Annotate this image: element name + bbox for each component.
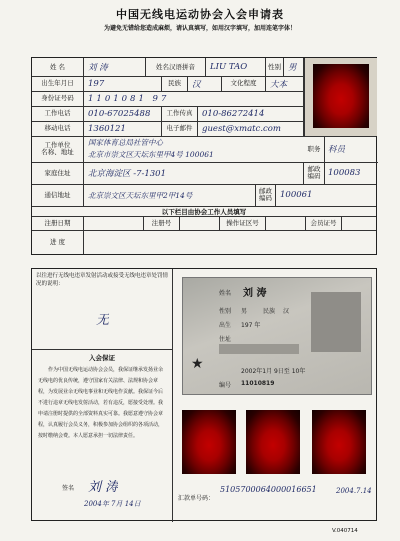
email-value: guest@xmatc.com [198, 121, 304, 136]
pledge-text: 作为中国无线电运动协会会员，我保证继承发扬业余无线电的优良传统，遵守国家有关法律、法规和协会章程，为发展业余无线电事业和无线电作贡献。我保证今后不进行违章无线电发射活动，若有违反，愿接受处理。我申请注册时提供的全部资料真实可靠。我愿意遵守协会章程，认真履行会员义务，积极参加协会组织的各项活动，按时缴纳会费。本人愿意承担一切法律责任。 [38, 367, 164, 439]
version-code: V.040714 [332, 528, 358, 534]
sex-value: 男 [284, 58, 304, 76]
mobile-value: 1360121 [84, 121, 162, 136]
work-unit-label: 工作单位 名称、地址 [32, 136, 84, 162]
remittance-date: 2004.7.14 [336, 487, 372, 495]
pledge-heading: 入会保证 [89, 354, 115, 362]
violation-answer: 无 [96, 313, 110, 328]
id-number-value: 1101081 97 [84, 91, 304, 106]
photo-redacted [313, 64, 369, 128]
member-cert-label: 会员证号 [306, 216, 342, 230]
office-section-heading: 以下栏目由协会工作人员填写 [32, 206, 376, 217]
form-subtitle: 为避免无错给您造成麻烦，请认真填写，如用汉字填写，加用连笔字体！ [103, 25, 296, 32]
id-number-label: 身份证号码 [32, 91, 84, 106]
mail-address-value: 北京崇文区天坛东里甲2甲14号 [84, 184, 256, 206]
violation-text: 以往进行无线电违章发射活动或接受无线电违章处罚情况的说明： [36, 273, 169, 287]
idcard-sex-value: 男 [241, 308, 248, 315]
signature-date: 2004年 7月 14日 [84, 500, 141, 508]
duty-cell [304, 136, 378, 163]
ethnic-value: 汉 [188, 76, 222, 91]
progress-label: 进 度 [32, 230, 84, 254]
work-unit-line2: 北京市崇文区天坛东里甲4号 100061 [88, 149, 214, 159]
signature-label: 签名 [62, 485, 75, 492]
pinyin-value: LIU TAO [206, 58, 266, 76]
idcard-name-label: 姓名 [219, 290, 232, 297]
home-postcode-value: 100083 [328, 168, 361, 178]
remittance-label: 汇款单号码： [178, 495, 215, 502]
emblem-star-icon: ★ [191, 356, 204, 372]
fax-value: 010-86272414 [198, 106, 304, 121]
signature-value: 刘 涛 [88, 480, 119, 495]
pledge-divider [32, 349, 172, 350]
id-card-copy [182, 277, 372, 395]
email-label: 电子邮件 [162, 121, 198, 136]
idcard-ethnic-value: 汉 [283, 308, 290, 315]
idcard-address-blurred [219, 344, 299, 354]
idcard-address-label: 住址 [219, 336, 232, 343]
photo-slot-2-redacted [246, 410, 300, 474]
idcard-validity: 2002年1月 9日至 10年 [241, 368, 306, 375]
education-label: 文化程度 [222, 76, 266, 91]
photo-slot-3 [312, 410, 366, 474]
reg-date-label: 注册日期 [32, 216, 84, 230]
idcard-birth-value: 197 年 [241, 322, 261, 329]
form-title: 中国无线电运动协会入会申请表 [116, 8, 284, 21]
birth-label: 出生年月日 [32, 76, 84, 91]
operator-cert-label: 操作证区号 [220, 216, 266, 230]
remittance-number: 5105700064000016651 [220, 485, 317, 494]
idcard-ethnic-label: 民族 [263, 308, 276, 315]
reg-date-field [84, 216, 144, 230]
pinyin-label: 姓名汉语拼音 [146, 58, 206, 76]
reg-no-field [180, 216, 220, 230]
mail-address-label: 通信地址 [32, 184, 84, 206]
idcard-number-value: 11010819 [241, 380, 275, 387]
work-unit-value-cell [84, 136, 304, 162]
education-value: 大本 [266, 76, 304, 91]
fax-label: 工作传真 [162, 106, 198, 121]
idcard-sex-label: 性别 [219, 308, 232, 315]
mail-postcode-label: 邮政 编码 [256, 184, 276, 206]
idcard-number-label: 编号 [219, 382, 232, 389]
name-label: 姓 名 [32, 58, 84, 76]
duty-postcode-block [304, 136, 378, 184]
home-postcode-cell [304, 162, 378, 184]
sex-label: 性别 [266, 58, 284, 76]
home-address-value: 北京海淀区 -7-1301 [84, 162, 304, 184]
work-unit-line1: 国家体育总局社管中心 [88, 137, 163, 147]
idcard-birth-label: 出生 [219, 322, 232, 329]
operator-cert-field [266, 216, 306, 230]
ethnic-label: 民族 [162, 76, 188, 91]
reg-no-label: 注册号 [144, 216, 180, 230]
birth-value: 197 [84, 76, 162, 91]
lower-section [31, 268, 377, 521]
photo-slot-3-redacted [312, 410, 366, 474]
duty-label: 职务 [304, 136, 325, 162]
photo-slot-1 [182, 410, 236, 474]
application-form [31, 57, 377, 255]
photo-slot-2 [246, 410, 300, 474]
idcard-name-value: 刘 涛 [243, 288, 267, 299]
work-phone-label: 工作电话 [32, 106, 84, 121]
left-column [32, 269, 173, 522]
mobile-label: 移动电话 [32, 121, 84, 136]
idcard-photo-blurred [311, 292, 361, 352]
name-value: 刘 涛 [84, 58, 146, 76]
applicant-photo [304, 58, 377, 136]
mail-postcode-value: 100061 [280, 190, 313, 200]
duty-value: 科员 [328, 145, 346, 155]
home-postcode-label: 邮政 编码 [304, 162, 325, 184]
home-address-label: 家庭住址 [32, 162, 84, 184]
work-phone-value: 010-67025488 [84, 106, 162, 121]
photo-slot-1-redacted [182, 410, 236, 474]
